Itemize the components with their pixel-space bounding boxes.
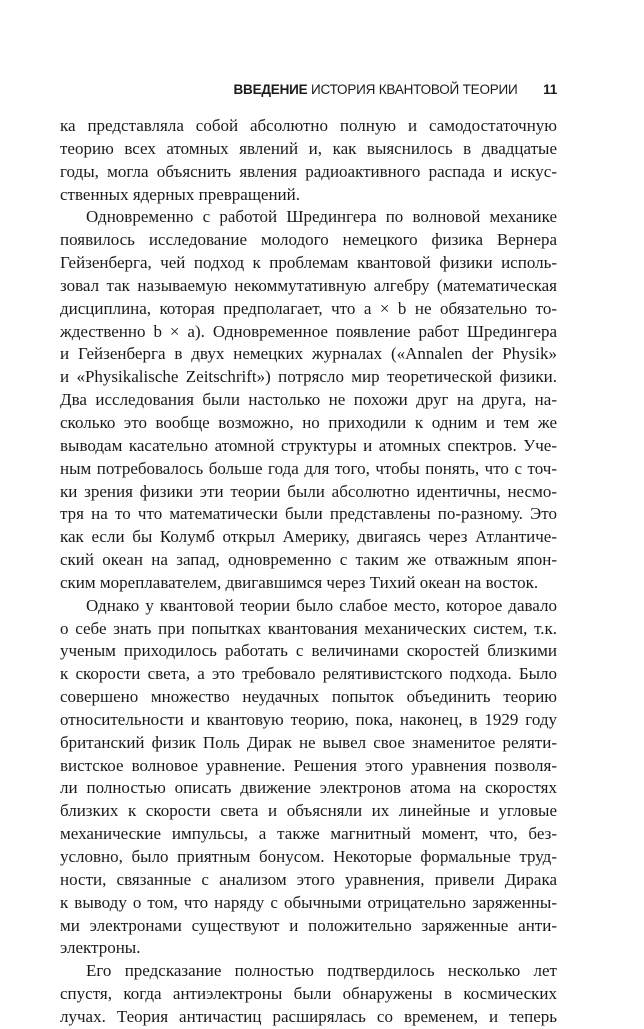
text-line: ности, связанные с анализом этого уравнения, привели Дирака [60, 869, 557, 889]
text-line: и Гейзенберга в двух немецких журналах («Annalen der Physik» [60, 344, 557, 364]
text-line: зовал так называемую некоммутативную алгебру (математическая [60, 275, 557, 295]
paragraph [60, 115, 557, 206]
text-line: ки зрения физики эти теории были абсолютно идентичны, несмо- [60, 481, 557, 501]
text-line: к скорости света, а это требовало релятивистского подхода. Было [60, 664, 557, 684]
text-line: спустя, когда антиэлектроны были обнаружены в космических [60, 984, 557, 1004]
text-line: и «Physikalische Zeitschrift») потрясло мир теоретической физики. [60, 367, 557, 387]
header-section-title: ВВЕДЕНИЕ [233, 82, 308, 97]
body-text [60, 115, 557, 1029]
running-header [60, 82, 557, 97]
paragraph [60, 206, 557, 594]
text-line: ным потребовалось больше года для того, чтобы понять, что с точ- [60, 458, 557, 478]
text-line: близких к скорости света и объясняли их линейные и угловые [60, 801, 557, 821]
text-line: ждественно b × a). Одновременное появление работ Шредингера [60, 321, 557, 341]
text-line: электроны. [60, 938, 141, 958]
text-line: Его предсказание полностью подтвердилось несколько лет [86, 961, 557, 981]
text-line: ми электронами существуют и положительно заряженные анти- [60, 915, 557, 935]
text-line: британский физик Поль Дирак не вывел свое знаменитое реляти- [60, 732, 557, 752]
text-line: о себе знать при попытках квантования механических систем, т.к. [60, 618, 557, 638]
text-line: ли полностью описать движение электронов атома на скоростях [60, 778, 557, 798]
text-line: ка представляла собой абсолютно полную и самодостаточную [60, 116, 557, 135]
header-chapter-title: ИСТОРИЯ КВАНТОВОЙ ТЕОРИИ [311, 82, 518, 97]
text-line: Однако у квантовой теории было слабое место, которое давало [86, 595, 557, 615]
text-line: Два исследования были настолько не похожи друг на друга, на- [60, 390, 557, 410]
text-line: выводам касательно атомной структуры и атомных спектров. Уче- [60, 435, 557, 455]
text-line: теорию всех атомных явлений и, как выяснилось в двадцатые [60, 138, 557, 158]
text-line: вистское волновое уравнение. Решения этого уравнения позволя- [60, 755, 557, 775]
text-line: тря на то что математически были представлены по-разному. Это [60, 504, 557, 524]
text-line: годы, могла объяснить явления радиоактивного распада и искус- [60, 161, 557, 181]
text-line: ским мореплавателем, двигавшимся через Тихий океан на восток. [60, 572, 539, 592]
text-line: как если бы Колумб открыл Америку, двигаясь через Атлантиче- [60, 527, 557, 547]
text-line: появилось исследование молодого немецкого физика Вернера [60, 230, 557, 250]
paragraph [60, 595, 557, 961]
text-line: Одновременно с работой Шредингера по волновой механике [86, 207, 557, 227]
page-number: 11 [543, 82, 557, 97]
text-line: дисциплина, которая предполагает, что a × b не обязательно то- [60, 298, 557, 318]
text-line: сколько это вообще возможно, но приходили к одним и тем же [60, 412, 557, 432]
text-line: Гейзенберга, чей подход к проблемам квантовой физики исполь- [60, 253, 557, 273]
text-line: ученым приходилось работать с величинами скоростей близкими [60, 641, 557, 661]
text-line: ственных ядерных превращений. [60, 184, 300, 204]
text-line: лучах. Теория античастиц расширялась со временем, и теперь [60, 1006, 557, 1026]
text-line: ский океан на запад, одновременно с таким же отважным япон- [60, 550, 557, 570]
text-line: условно, было приятным бонусом. Некоторые формальные труд- [60, 847, 557, 866]
text-line: механические импульсы, а также магнитный момент, что, без- [60, 824, 557, 844]
text-line: к выводу о том, что наряду с обычными отрицательно заряженны- [60, 892, 557, 912]
text-line: совершено множество неудачных попыток объединить теорию [60, 687, 557, 707]
paragraph [60, 960, 557, 1029]
text-line: относительности и квантовую теорию, пока, наконец, в 1929 году [60, 709, 557, 729]
